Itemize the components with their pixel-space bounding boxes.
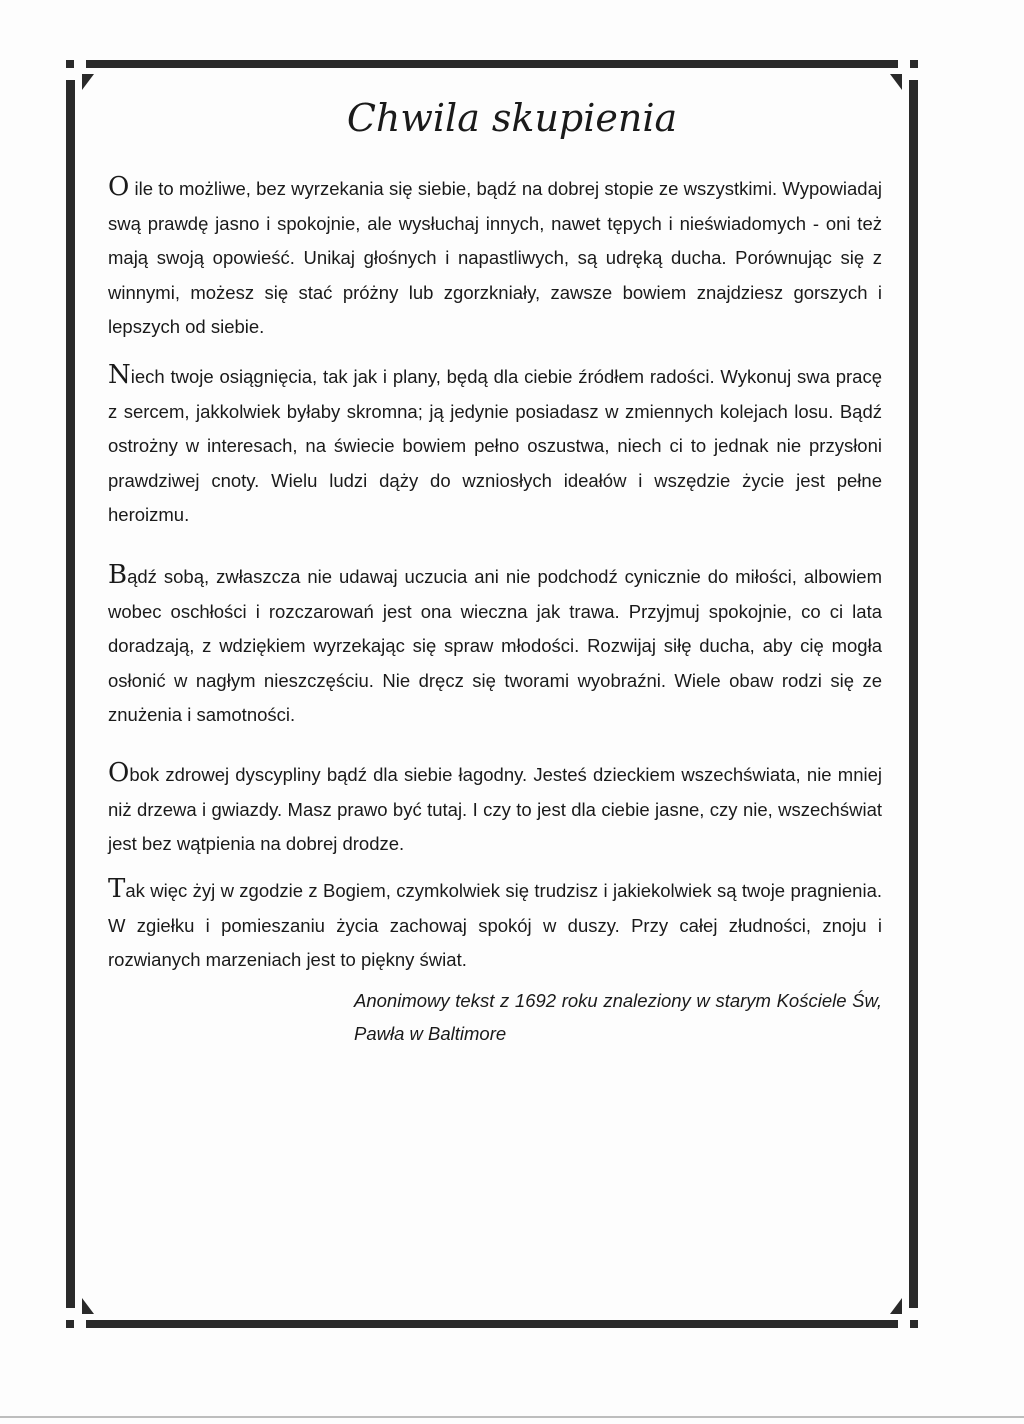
paragraph-initial: T: [108, 874, 126, 904]
frame-corner-square: [66, 1320, 74, 1328]
paragraph-text: bok zdrowej dyscypliny bądź dla siebie łagodny. Jesteś dzieckiem wszechświata, nie mniej niż drzewa i gwiazdy. Masz prawo być tutaj. I czy to jest dla ciebie jasne, czy nie, wszechświat jest bez wątpienia na dobrej drodze.: [108, 764, 882, 854]
paragraph-text: ądź sobą, zwłaszcza nie udawaj uczucia ani nie podchodź cynicznie do miłości, albowiem wobec oschłości i rozczarowań jest ona wieczna jak trawa. Przyjmuj spokojnie, co ci lata doradzają, z wdziękiem wyrzekając się spraw młodości. Rozwijaj siłę ducha, aby cię mogła osłonić w nagłym nieszczęściu. Nie dręcz się tworami wyobraźni. Wiele obaw rodzi się ze znużenia i samotności.: [108, 566, 882, 725]
paragraph-2: [108, 358, 882, 533]
frame-top-border: [86, 60, 898, 68]
corner-ornament-icon: [82, 74, 94, 90]
paragraph-1: [108, 170, 882, 345]
corner-ornament-icon: [890, 1298, 902, 1314]
frame-bottom-border: [86, 1320, 898, 1328]
frame-corner-square: [66, 60, 74, 68]
frame-left-border: [66, 80, 75, 1308]
corner-ornament-icon: [890, 74, 902, 90]
paragraph-initial: O: [108, 172, 130, 202]
page-title: Chwila skupienia: [346, 96, 678, 140]
frame-right-border: [909, 80, 918, 1308]
signature-attribution: Anonimowy tekst z 1692 roku znaleziony w starym Kościele Św, Pawła w Baltimore: [354, 990, 882, 1044]
paragraph-text: ak więc żyj w zgodzie z Bogiem, czymkolwiek się trudzisz i jakiekolwiek są twoje pragnienia. W zgiełku i pomieszaniu życia zachowaj spokój w duszy. Przy całej złudności, znoju i rozwianych marzeniach jest to piękny świat.: [108, 880, 882, 970]
frame-corner-square: [910, 1320, 918, 1328]
paragraph-initial: N: [108, 360, 131, 390]
paragraph-text: ile to możliwe, bez wyrzekania się siebie, bądź na dobrej stopie ze wszystkimi. Wypowiadaj swą prawdę jasno i spokojnie, ale wysłuchaj innych, nawet tępych i nieświadomych - oni też mają swoją opowieść. Unikaj głośnych i napastliwych, są udręką ducha. Porównując się z winnymi, możesz się stać próżny lub zgorzkniały, zawsze bowiem znajdziesz gorszych i lepszych od siebie.: [108, 178, 882, 337]
paragraph-3: [108, 558, 882, 733]
paragraph-5: [108, 872, 882, 978]
page-edge-line: [0, 1416, 1024, 1418]
paragraph-text: iech twoje osiągnięcia, tak jak i plany, będą dla ciebie źródłem radości. Wykonuj swa pracę z sercem, jakkolwiek byłaby skromna; ją jedynie posiadasz w zmiennych kolejach losu. Bądź ostrożny w interesach, na świecie bowiem pełno oszustwa, niech ci to jednak nie przysłoni prawdziwej cnoty. Wielu ludzi dąży do wzniosłych ideałów i wszędzie życie jest pełne heroizmu.: [108, 366, 882, 525]
frame-corner-square: [910, 60, 918, 68]
paragraph-initial: O: [108, 758, 130, 788]
paragraph-initial: B: [108, 560, 128, 590]
paragraph-4: [108, 756, 882, 862]
corner-ornament-icon: [82, 1298, 94, 1314]
